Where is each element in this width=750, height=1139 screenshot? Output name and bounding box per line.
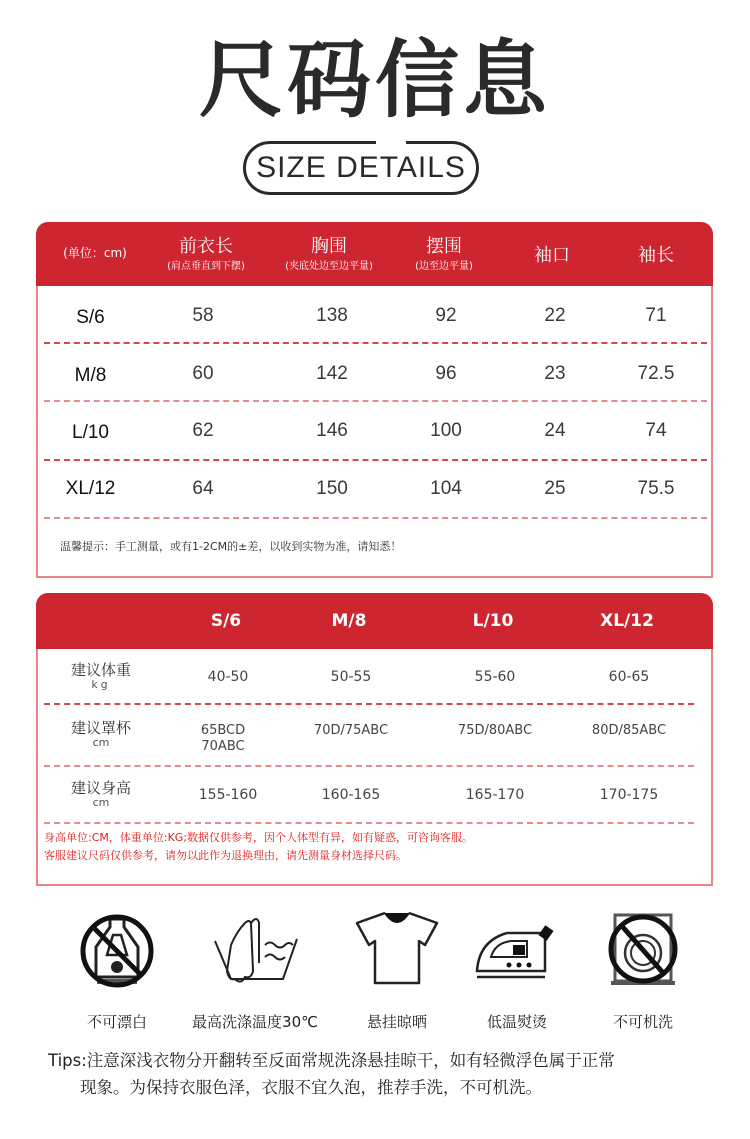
column-title: 摆围	[426, 236, 462, 257]
value-cell: 160-165	[321, 787, 381, 803]
tips-line: 现象。为保持衣服色泽，衣服不宜久泡，推荐手洗，不可机洗。	[80, 1078, 542, 1097]
value-cell: 74	[645, 420, 667, 441]
row-divider	[44, 822, 694, 824]
size-cell: L/10	[72, 422, 109, 443]
row-label-text: 建议罩杯	[70, 719, 131, 737]
value-cell: 100	[430, 420, 462, 441]
table-row-weight	[38, 649, 711, 701]
no-bleach-icon	[77, 905, 157, 989]
size-cell: S/6	[76, 307, 105, 328]
size-cell: XL/12	[65, 478, 116, 499]
table-row	[38, 346, 711, 402]
value-cell: 55-60	[474, 669, 516, 685]
care-label: 低温熨烫	[486, 1013, 547, 1031]
value-cell: 96	[435, 363, 457, 384]
value-cell: 24	[544, 420, 566, 441]
page-subtitle: SIZE DETAILS	[256, 151, 466, 184]
value-cell: 25	[544, 478, 566, 499]
hang-dry-icon	[351, 905, 443, 989]
row-label	[46, 661, 156, 691]
unit-label	[50, 244, 140, 262]
value-cell: 170-175	[599, 787, 659, 803]
care-item-no-bleach	[52, 905, 182, 1032]
no-machine-wash-icon	[603, 905, 683, 989]
size-column-header: L/10	[472, 611, 514, 631]
size-column-header: M/8	[331, 611, 367, 631]
care-label: 不可漂白	[86, 1013, 147, 1031]
row-divider	[44, 517, 707, 519]
value-cell: 165-170	[465, 787, 525, 803]
column-title: 袖口	[534, 245, 570, 266]
unit-note: 身高单位:CM，体重单位:KG;数据仅供参考，因个人体型有异，如有疑惑，可咨询客服。	[44, 831, 474, 844]
care-item-low-iron	[452, 905, 582, 1032]
column-subtitle: (肩点垂直到下摆)	[167, 261, 245, 272]
value-cell: 80D/85ABC	[591, 723, 667, 738]
size-column-header: S/6	[210, 611, 242, 631]
column-header-sleeve-length	[616, 245, 696, 267]
value-cell: 62	[192, 420, 214, 441]
column-header-chest	[268, 236, 390, 274]
value-cell: 58	[192, 305, 214, 326]
size-table-header	[36, 222, 713, 286]
column-header-hem	[396, 236, 492, 274]
size-cell: M/8	[74, 365, 107, 386]
value-cell: 40-50	[207, 669, 249, 685]
row-label	[46, 779, 156, 809]
recommend-table-header	[36, 593, 713, 649]
value-line: 70ABC	[201, 739, 245, 754]
row-label-text: 建议体重	[70, 661, 131, 679]
value-cell: 92	[435, 305, 457, 326]
column-title: 袖长	[638, 245, 674, 266]
column-title: 前衣长	[179, 236, 233, 257]
hand-wash-icon	[207, 905, 303, 989]
value-line: 65BCD	[200, 723, 246, 738]
row-label-text: 建议身高	[70, 779, 131, 797]
row-unit: kg	[91, 678, 111, 691]
value-cell: 70D/75ABC	[313, 723, 389, 738]
subtitle-badge	[243, 141, 479, 195]
value-cell: 22	[544, 305, 566, 326]
value-cell	[183, 723, 263, 755]
value-cell: 150	[316, 478, 348, 499]
value-cell: 104	[430, 478, 462, 499]
row-divider	[44, 342, 707, 344]
care-tips	[48, 1047, 718, 1101]
column-title: 胸围	[311, 236, 347, 257]
value-cell: 50-55	[330, 669, 372, 685]
column-header-cuff	[512, 245, 592, 267]
row-label	[46, 719, 156, 749]
care-label: 最高洗涤温度30℃	[192, 1013, 318, 1031]
size-table	[36, 222, 713, 578]
value-cell: 72.5	[637, 363, 675, 384]
value-cell: 71	[645, 305, 667, 326]
value-cell: 75.5	[637, 478, 675, 499]
table-row-height	[38, 767, 711, 821]
table-row	[38, 288, 711, 344]
table-row	[38, 403, 711, 459]
column-subtitle: (夹底处边至边平量)	[285, 261, 373, 272]
column-subtitle: (边至边平量)	[415, 261, 473, 272]
size-column-header: XL/12	[600, 611, 654, 631]
tips-line: Tips:注意深浅衣物分开翻转至反面常规洗涤悬挂晾干，如有轻微浮色属于正常	[48, 1051, 615, 1070]
care-item-hang-dry	[332, 905, 462, 1032]
low-iron-icon	[469, 905, 565, 989]
row-unit: cm	[92, 736, 110, 749]
table-row	[38, 461, 711, 517]
table-row-cup	[38, 705, 711, 763]
care-item-no-machine-wash	[578, 905, 708, 1032]
value-cell: 64	[192, 478, 214, 499]
value-cell: 138	[316, 305, 348, 326]
value-cell: 146	[316, 420, 348, 441]
value-cell: 155-160	[198, 787, 258, 803]
column-header-front-length	[151, 236, 261, 274]
recommend-table	[36, 593, 713, 886]
unit-text: (单位：cm)	[63, 246, 127, 260]
row-divider	[44, 400, 707, 402]
value-cell: 142	[316, 363, 348, 384]
value-cell: 23	[544, 363, 566, 384]
value-cell: 60	[192, 363, 214, 384]
page-title: 尺码信息	[198, 31, 551, 129]
care-label: 不可机洗	[612, 1013, 673, 1031]
disclaimer-note: 客服建议尺码仅供参考，请勿以此作为退换理由，请先测量身材选择尺码。	[44, 849, 407, 862]
value-cell: 75D/80ABC	[457, 723, 533, 738]
measurement-note: 温馨提示：手工测量，或有1-2CM的±差，以收到实物为准，请知悉！	[60, 540, 402, 553]
row-unit: cm	[92, 796, 110, 809]
care-item-hand-wash	[190, 905, 320, 1032]
value-cell: 60-65	[608, 669, 650, 685]
care-label: 悬挂晾晒	[366, 1013, 427, 1031]
